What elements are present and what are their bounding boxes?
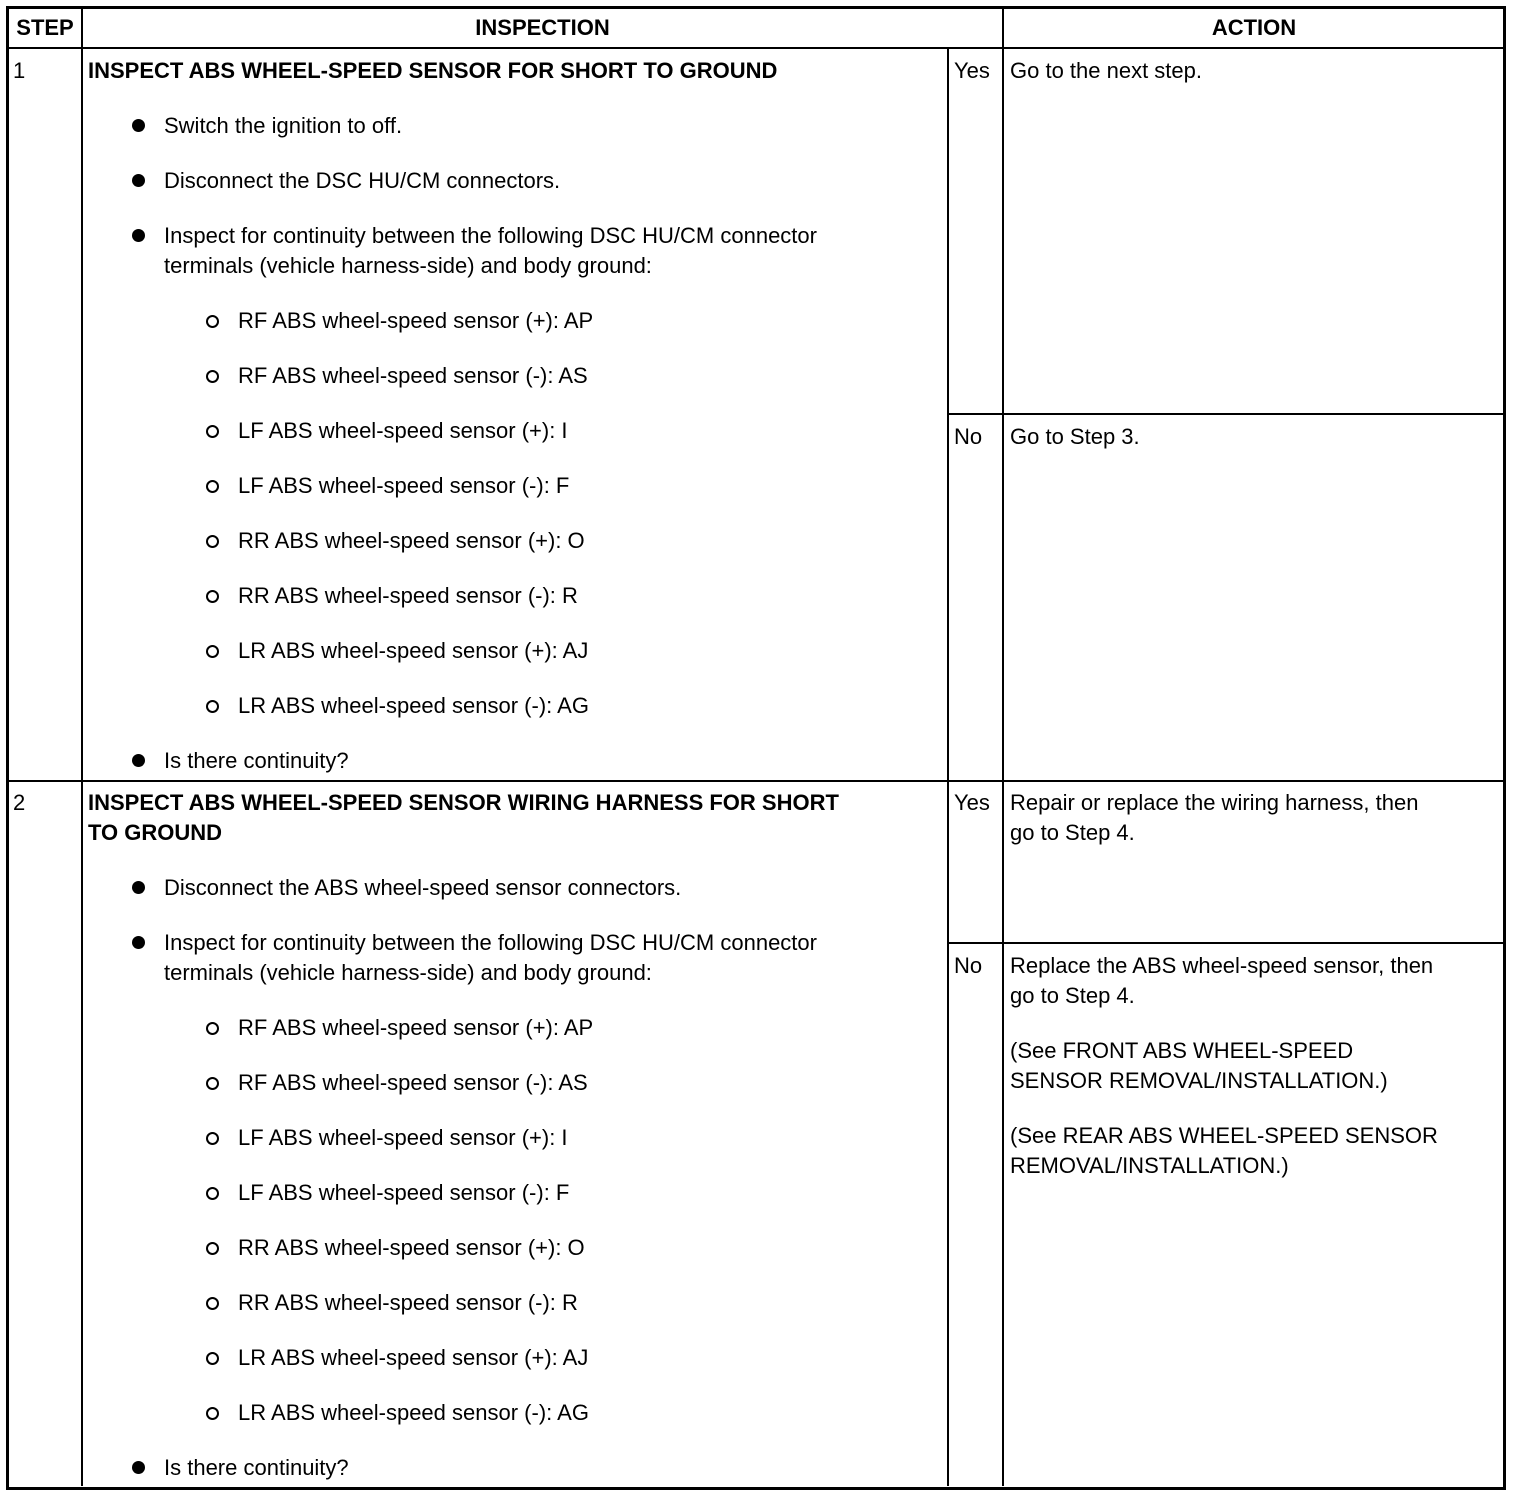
step-1-terminal: RF ABS wheel-speed sensor (-): AS bbox=[238, 363, 588, 388]
step-2-terminal: LF ABS wheel-speed sensor (-): F bbox=[238, 1180, 570, 1205]
bullet-icon bbox=[132, 754, 145, 767]
step-2-no-action: Replace the ABS wheel-speed sensor, then bbox=[1010, 953, 1434, 978]
step-1-bullet-continued: terminals (vehicle harness-side) and body ground: bbox=[164, 253, 652, 278]
sub-bullet-icon bbox=[206, 645, 219, 658]
step-1-title: INSPECT ABS WHEEL-SPEED SENSOR FOR SHORT TO GROUND bbox=[88, 58, 778, 83]
sub-bullet-icon bbox=[206, 1077, 219, 1090]
step-2-terminal: RR ABS wheel-speed sensor (-): R bbox=[238, 1290, 578, 1315]
step-1-terminal: RF ABS wheel-speed sensor (+): AP bbox=[238, 308, 594, 333]
step-2-terminal: LR ABS wheel-speed sensor (-): AG bbox=[238, 1400, 589, 1425]
step-2-bullet: Disconnect the ABS wheel-speed sensor connectors. bbox=[164, 875, 682, 900]
step-1-bullet: Switch the ignition to off. bbox=[164, 113, 403, 138]
step-2-yes-action: Repair or replace the wiring harness, then bbox=[1010, 790, 1419, 815]
sub-bullet-icon bbox=[206, 1022, 219, 1035]
step-1-bullet: Disconnect the DSC HU/CM connectors. bbox=[164, 168, 561, 193]
step-1-no-action: Go to Step 3. bbox=[1010, 424, 1140, 449]
step-1-terminal: LF ABS wheel-speed sensor (-): F bbox=[238, 473, 570, 498]
sub-bullet-icon bbox=[206, 1187, 219, 1200]
sub-bullet-icon bbox=[206, 1132, 219, 1145]
bullet-icon bbox=[132, 1461, 145, 1474]
header-divider bbox=[8, 47, 1505, 49]
bullet-icon bbox=[132, 881, 145, 894]
step-1-terminal: RR ABS wheel-speed sensor (+): O bbox=[238, 528, 585, 553]
step-1-terminal: RR ABS wheel-speed sensor (-): R bbox=[238, 583, 578, 608]
sub-bullet-icon bbox=[206, 1407, 219, 1420]
step-1-question: Is there continuity? bbox=[164, 748, 349, 773]
step-2-terminal: RR ABS wheel-speed sensor (+): O bbox=[238, 1235, 585, 1260]
sub-bullet-icon bbox=[206, 370, 219, 383]
step-2-question: Is there continuity? bbox=[164, 1455, 349, 1480]
step-2-yes-label: Yes bbox=[954, 790, 990, 815]
step-1-terminal: LF ABS wheel-speed sensor (+): I bbox=[238, 418, 568, 443]
sub-bullet-icon bbox=[206, 480, 219, 493]
sub-bullet-icon bbox=[206, 425, 219, 438]
step-2-terminal: LF ABS wheel-speed sensor (+): I bbox=[238, 1125, 568, 1150]
step-2-bullet: Inspect for continuity between the following DSC HU/CM connector bbox=[164, 930, 817, 955]
bullet-icon bbox=[132, 229, 145, 242]
bullet-icon bbox=[132, 119, 145, 132]
step-2-no-action-reference: REMOVAL/INSTALLATION.) bbox=[1010, 1153, 1289, 1178]
step-row-divider bbox=[8, 780, 1505, 782]
sub-bullet-icon bbox=[206, 590, 219, 603]
sub-bullet-icon bbox=[206, 700, 219, 713]
action-column-divider bbox=[1002, 8, 1004, 1486]
sub-bullet-icon bbox=[206, 1352, 219, 1365]
step-1-no-label: No bbox=[954, 424, 983, 449]
step-2-no-action-reference: SENSOR REMOVAL/INSTALLATION.) bbox=[1010, 1068, 1388, 1093]
step-column-divider bbox=[81, 8, 83, 1486]
step-2-no-action-reference: (See FRONT ABS WHEEL-SPEED bbox=[1010, 1038, 1354, 1063]
step1-yes-no-divider bbox=[948, 413, 1505, 415]
sub-bullet-icon bbox=[206, 1297, 219, 1310]
header-action: ACTION bbox=[1211, 15, 1297, 40]
sub-bullet-icon bbox=[206, 535, 219, 548]
step-2-no-label: No bbox=[954, 953, 983, 978]
step-2-terminal: RF ABS wheel-speed sensor (+): AP bbox=[238, 1015, 594, 1040]
sub-bullet-icon bbox=[206, 315, 219, 328]
step-1-yes-label: Yes bbox=[954, 58, 990, 83]
sub-bullet-icon bbox=[206, 1242, 219, 1255]
step-1-terminal: LR ABS wheel-speed sensor (-): AG bbox=[238, 693, 589, 718]
header-inspection: INSPECTION bbox=[475, 15, 610, 40]
step-2-no-action-reference: (See REAR ABS WHEEL-SPEED SENSOR bbox=[1010, 1123, 1438, 1148]
yesno-column-divider bbox=[947, 48, 949, 1486]
bullet-icon bbox=[132, 936, 145, 949]
step-1-terminal: LR ABS wheel-speed sensor (+): AJ bbox=[238, 638, 589, 663]
bullet-icon bbox=[132, 174, 145, 187]
step-2-number: 2 bbox=[13, 790, 26, 815]
header-step: STEP bbox=[16, 15, 74, 40]
step-2-terminal: RF ABS wheel-speed sensor (-): AS bbox=[238, 1070, 588, 1095]
step-1-bullet: Inspect for continuity between the following DSC HU/CM connector bbox=[164, 223, 817, 248]
step-2-yes-action-continued: go to Step 4. bbox=[1010, 820, 1135, 845]
step-1-yes-action: Go to the next step. bbox=[1010, 58, 1203, 83]
step-2-title: INSPECT ABS WHEEL-SPEED SENSOR WIRING HARNESS FOR SHORT bbox=[88, 790, 839, 815]
step-2-title-continued: TO GROUND bbox=[88, 820, 223, 845]
step-2-no-action: go to Step 4. bbox=[1010, 983, 1135, 1008]
step2-yes-no-divider bbox=[948, 942, 1505, 944]
step-2-bullet-continued: terminals (vehicle harness-side) and body ground: bbox=[164, 960, 652, 985]
step-2-terminal: LR ABS wheel-speed sensor (+): AJ bbox=[238, 1345, 589, 1370]
step-1-number: 1 bbox=[13, 58, 26, 83]
